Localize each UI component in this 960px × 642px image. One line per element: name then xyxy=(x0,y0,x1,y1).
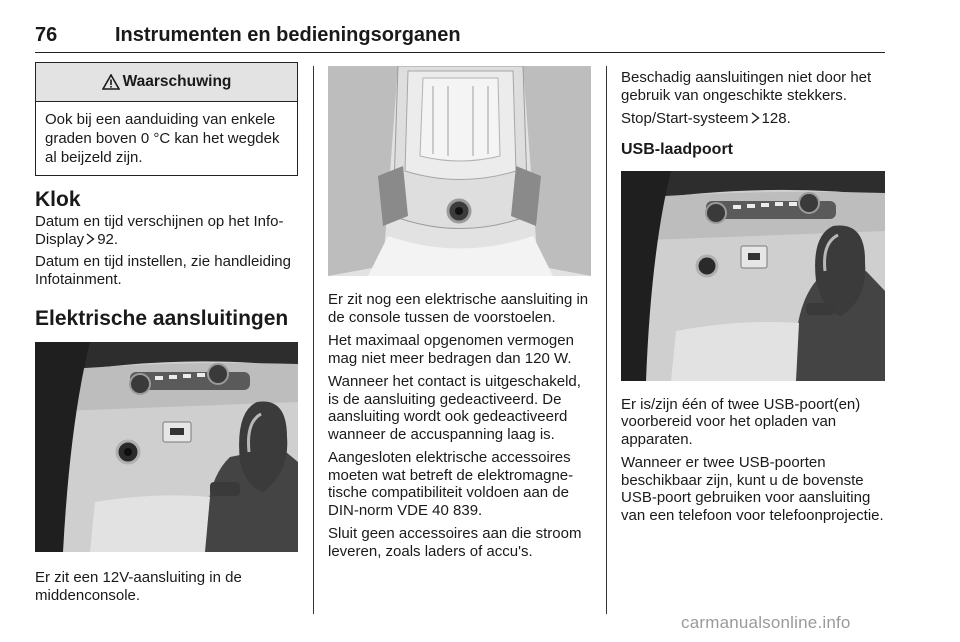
photo-usb-charging-port xyxy=(621,171,885,381)
reference-arrow-icon xyxy=(751,112,760,124)
paragraph-unsuitable-plugs: Beschadig aansluitingen niet door het gebruik van ongeschikte stekkers. xyxy=(621,69,872,104)
column-right xyxy=(621,62,885,524)
page-number: 76 xyxy=(35,24,58,46)
watermark: carmanualsonline.info xyxy=(681,613,851,632)
klok-paragraph-1: Datum en tijd verschijnen op het Info-Display 92. xyxy=(35,213,284,248)
warning-box xyxy=(35,62,298,176)
column-middle xyxy=(328,62,591,560)
column-divider xyxy=(606,66,607,614)
paragraph-deactivation: Wanneer het contact is uitgeschakeld, is de aansluiting gedeactiveerd. De aansluiting wordt ook gedeactiveerd wanneer de accuspanning laag is. xyxy=(328,373,581,443)
paragraph-max-power: Het maximaal opgenomen vermogen mag niet meer bedragen dan 120 W. xyxy=(328,332,574,367)
paragraph-console-socket: Er zit nog een elektrische aansluiting in de console tussen de voorstoelen. xyxy=(328,291,589,326)
photo-socket-between-seats xyxy=(328,66,591,276)
heading-klok: Klok xyxy=(35,188,81,211)
column-divider xyxy=(313,66,314,614)
warning-text: Ook bij een aanduiding van enkele graden boven 0 °C kan het wegdek al beijzeld zijn. xyxy=(45,111,280,166)
warning-title: Waarschuwing xyxy=(122,73,232,90)
column-left xyxy=(35,62,298,604)
warning-triangle-icon xyxy=(102,74,120,90)
heading-usb-laadpoort: USB-laadpoort xyxy=(621,140,733,158)
paragraph-usb-phone-projection: Wanneer er twee USB-poorten beschikbaar zijn, kunt u de bovenste USB-poort gebruiken voor aansluiting van een telefoon voor telefoonprojectie. xyxy=(621,454,884,524)
page-header xyxy=(35,22,885,53)
photo-12v-socket-console xyxy=(35,342,298,552)
paragraph-stop-start-ref: Stop/Start-systeem 128. xyxy=(621,110,791,127)
heading-elektrische-aansluitingen: Elektrische aansluitingen xyxy=(35,307,289,330)
caption-12v-socket: Er zit een 12V-aansluiting in de middenconsole. xyxy=(35,569,242,604)
paragraph-emc: Aangesloten elektrische accessoires moeten wat betreft de elektromagnetische compatibiliteit voldoen aan de DIN-norm VDE 40 839. xyxy=(328,449,574,519)
page-title: Instrumenten en bedieningsorganen xyxy=(115,24,461,46)
paragraph-no-chargers: Sluit geen accessoires aan die stroom leveren, zoals laders of accu's. xyxy=(328,525,582,560)
warning-header xyxy=(36,63,297,102)
reference-arrow-icon xyxy=(86,233,95,245)
paragraph-usb-ports: Er is/zijn één of twee USB-poort(en) voorbereid voor het opladen van apparaten. xyxy=(621,395,861,448)
klok-paragraph-2: Datum en tijd instellen, zie handleiding Infotainment. xyxy=(35,253,291,288)
